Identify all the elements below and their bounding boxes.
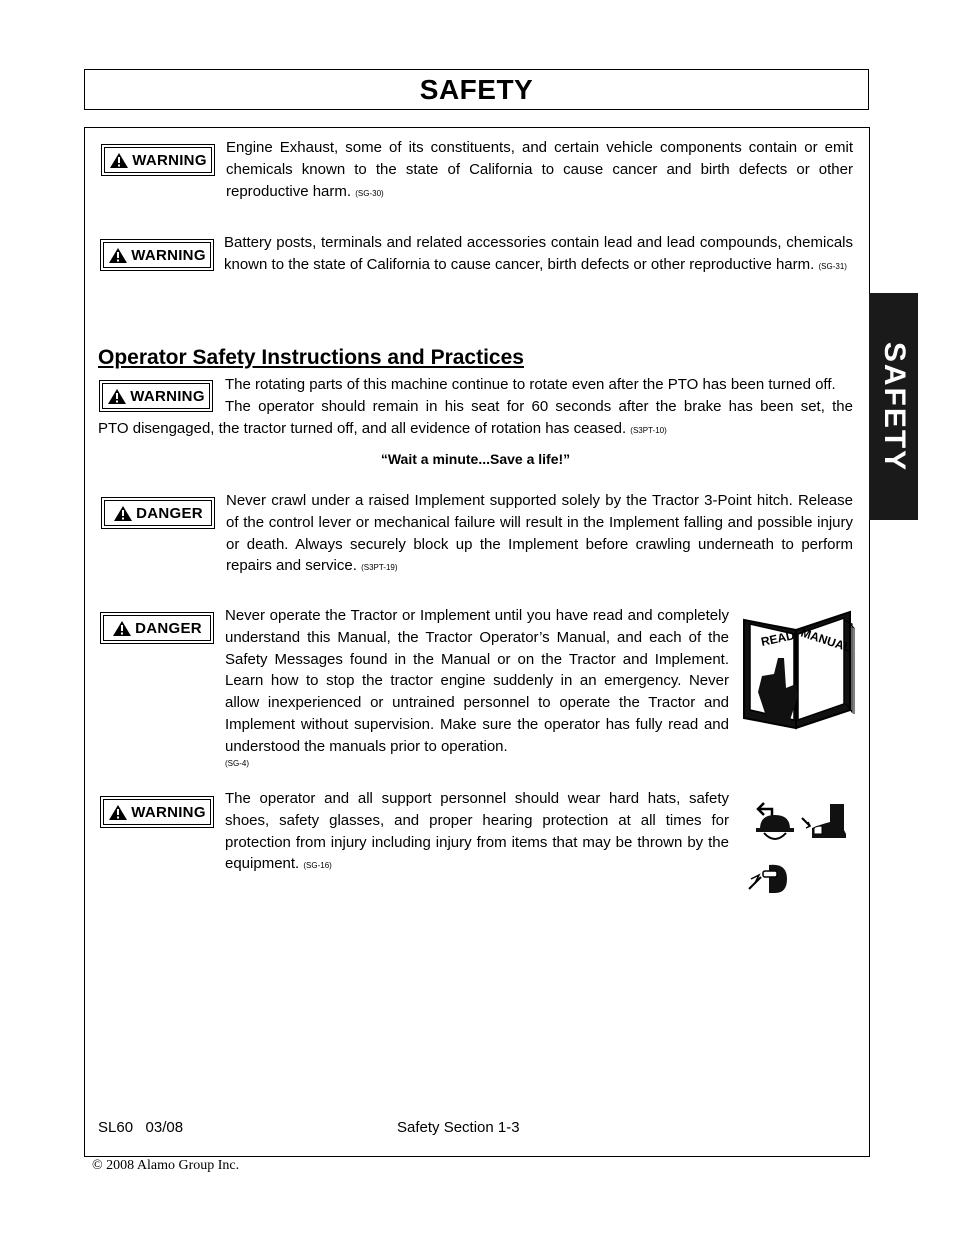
book-manual-label: MANUAL [799,625,853,655]
message-sg4 [225,605,729,770]
message-s3pt19 [226,490,853,579]
danger-sign-label: DANGER [136,504,203,522]
safety-shoe-icon [800,800,850,850]
alert-triangle-icon [107,388,127,405]
message-text: The operator and all support personnel should wear hard hats, safety shoes, safety glasses, and proper hearing protection at all times for protection from injury including injury from items that may be thrown by the equipment. [225,790,729,873]
danger-sign [100,612,214,644]
message-code: (SG-16) [303,861,332,871]
message-code: (S3PT-19) [361,563,398,573]
message-text: Never operate the Tractor or Implement until you have read and completely understand this Manual, the Tractor Operator’s Manual, and each of the Safety Messages found in the Manual or on the Tractor and Implement. Learn how to stop the tractor engine suddenly in an emergency. Never allow inexperienced or untrained personnel to operate the Tractor and Implement without supervision. Make sure the operator has fully read and understood the manuals prior to operation. [225,607,729,755]
side-tab-label: SAFETY [877,341,911,472]
message-text: PTO disengaged, the tractor turned off, and all evidence of rotation has ceased. [98,420,627,437]
page-header [84,69,869,110]
message-code: (SG-4) [225,758,249,768]
message-s3pt10-line3 [98,418,853,442]
message-code: (SG-30) [355,188,384,198]
alert-triangle-icon [112,620,132,637]
message-code: (SG-31) [818,261,847,271]
danger-sign [101,497,215,529]
alert-triangle-icon [109,152,129,169]
alert-triangle-icon [108,247,128,264]
message-sg30 [226,137,853,204]
read-manual-icon [740,608,856,730]
safety-glasses-icon [745,855,795,905]
message-sg16 [225,788,729,877]
footer-copyright: © 2008 Alamo Group Inc. [92,1158,240,1173]
section-heading: Operator Safety Instructions and Practices [98,346,524,369]
message-s3pt10-line1: The rotating parts of this machine continue to rotate even after the PTO has been turned off. [225,376,836,393]
message-sg31 [224,232,853,278]
section-side-tab [869,293,918,520]
page-title: SAFETY [419,74,534,105]
hard-hat-icon [750,795,800,845]
warning-sign [99,380,213,412]
message-s3pt10-line2: The operator should remain in his seat for 60 seconds after the brake has been set, the [225,398,853,415]
message-text: Engine Exhaust, some of its constituents, and certain vehicle components contain or emit chemicals known to the state of California to cause cancer and birth defects or other reproductive harm. [226,139,853,200]
danger-sign-label: DANGER [135,619,202,637]
warning-sign [101,144,215,176]
footer-model-date: SL60 03/08 [98,1119,184,1136]
safety-slogan: “Wait a minute...Save a life!” [380,451,571,467]
warning-sign-label: WARNING [130,387,205,405]
warning-sign-label: WARNING [132,151,207,169]
warning-sign [100,239,214,271]
warning-sign-label: WARNING [131,803,206,821]
warning-sign [100,796,214,828]
message-text: Never crawl under a raised Implement supported solely by the Tractor 3-Point hitch. Release of the control lever or mechanical failure will result in the Implement falling and possible injury or death. Always securely block up the Implement before crawling underneath to perform repairs and service. [226,492,853,575]
message-text: Battery posts, terminals and related accessories contain lead and lead compounds, chemicals known to the state of California to cause cancer, birth defects or other reproductive harm. [224,234,853,273]
footer-page-number: Safety Section 1-3 [397,1119,520,1136]
warning-sign-label: WARNING [131,246,206,264]
book-read-label: READ [759,628,796,649]
message-code: (S3PT-10) [630,426,667,435]
alert-triangle-icon [113,505,133,522]
alert-triangle-icon [108,804,128,821]
